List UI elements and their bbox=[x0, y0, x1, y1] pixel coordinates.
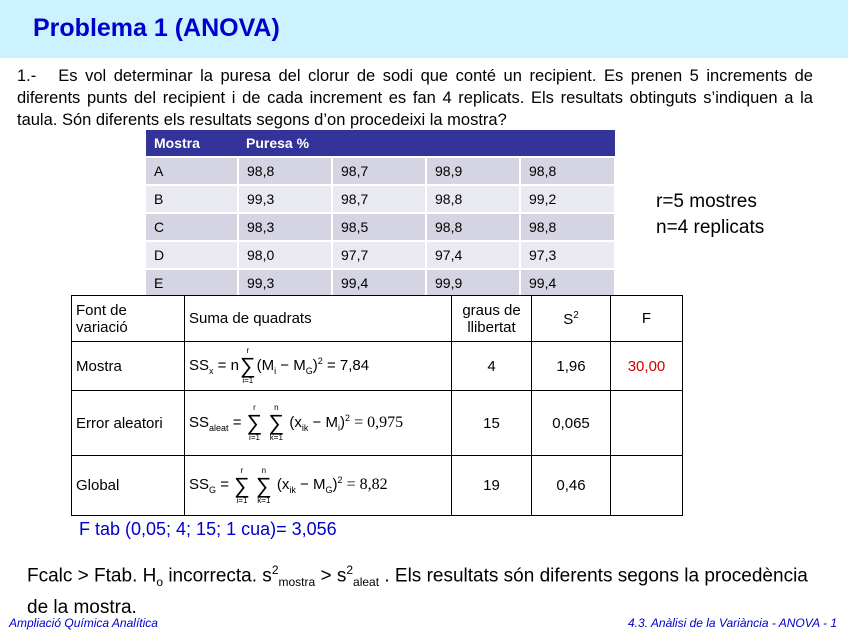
table-row bbox=[146, 213, 615, 241]
cell-value: 98,3 bbox=[238, 213, 332, 241]
f-value bbox=[611, 456, 683, 516]
s2-value: 1,96 bbox=[532, 342, 611, 391]
sigma-icon: n ∑ k=1 bbox=[268, 403, 285, 442]
anova-row-global bbox=[72, 456, 683, 516]
sigma-icon: r ∑ i=1 bbox=[246, 403, 263, 442]
table-row bbox=[146, 269, 615, 296]
sigma-icon: r ∑ i=1 bbox=[239, 346, 256, 385]
problem-number: 1.- bbox=[17, 67, 37, 85]
cell-value: 97,7 bbox=[332, 241, 426, 269]
cell-value: 98,9 bbox=[426, 157, 520, 185]
sample-label: E bbox=[146, 269, 238, 296]
header-mostra: Mostra bbox=[146, 130, 238, 157]
cell-value: 99,3 bbox=[238, 185, 332, 213]
header-source: Font de variació bbox=[72, 296, 185, 342]
df-value: 4 bbox=[452, 342, 532, 391]
cell-value: 99,4 bbox=[520, 269, 615, 296]
header-f: F bbox=[611, 296, 683, 342]
page-title: Problema 1 (ANOVA) bbox=[33, 14, 280, 42]
sample-label: D bbox=[146, 241, 238, 269]
footer-page-info: 4.3. Anàlisi de la Variància - ANOVA - 1 bbox=[628, 616, 837, 630]
cell-value: 98,7 bbox=[332, 185, 426, 213]
cell-value: 98,8 bbox=[426, 213, 520, 241]
header-df: graus de llibertat bbox=[452, 296, 532, 342]
header-ss: Suma de quadrats bbox=[185, 296, 452, 342]
cell-value: 98,8 bbox=[520, 157, 615, 185]
cell-value: 99,4 bbox=[332, 269, 426, 296]
f-value: 30,00 bbox=[611, 342, 683, 391]
cell-value: 97,4 bbox=[426, 241, 520, 269]
sample-label: A bbox=[146, 157, 238, 185]
table-row bbox=[146, 157, 615, 185]
r-note: r=5 mostres bbox=[656, 191, 757, 212]
conclusion-text: Fcalc > Ftab. $H_o$ incorrecta. $s^2_{mostra} > s^2_{aleat}$ . Els resultats són diferents segons la procedència de la mostra. bbox=[27, 563, 808, 619]
ss-formula-global: $SS_G$ = r ∑ i=1 n ∑ k=1 $(x_{ik} - M_G)^2 = 8,82$ bbox=[185, 456, 452, 516]
sample-label: B bbox=[146, 185, 238, 213]
cell-value: 98,7 bbox=[332, 157, 426, 185]
ss-formula-mostra: $SS_x = n$ r ∑ i=1 $(M_i - M_G)^2 = 7,84$ bbox=[185, 342, 452, 391]
cell-value: 98,5 bbox=[332, 213, 426, 241]
table-row bbox=[146, 185, 615, 213]
cell-value: 99,2 bbox=[520, 185, 615, 213]
header-puresa: Puresa % bbox=[238, 130, 615, 157]
cell-value: 98,8 bbox=[238, 157, 332, 185]
df-value: 15 bbox=[452, 391, 532, 456]
source-label: Mostra bbox=[72, 342, 185, 391]
sigma-icon: r ∑ i=1 bbox=[234, 465, 250, 505]
anova-table bbox=[71, 295, 683, 516]
header-band bbox=[0, 0, 848, 58]
cell-value: 99,3 bbox=[238, 269, 332, 296]
f-value bbox=[611, 391, 683, 456]
cell-value: 98,8 bbox=[426, 185, 520, 213]
source-label: Error aleatori bbox=[72, 391, 185, 456]
footer-course: Ampliació Química Analítica bbox=[9, 616, 158, 630]
ftab-text: F tab (0,05; 4; 15; 1 cua)= 3,056 bbox=[79, 519, 337, 539]
sigma-icon: n ∑ k=1 bbox=[256, 465, 272, 505]
side-note bbox=[656, 189, 764, 241]
cell-value: 99,9 bbox=[426, 269, 520, 296]
header-s2: $S^2$ bbox=[532, 296, 611, 342]
anova-row-error bbox=[72, 391, 683, 456]
n-note: n=4 replicats bbox=[656, 217, 765, 238]
sample-label: C bbox=[146, 213, 238, 241]
table-row bbox=[146, 241, 615, 269]
source-label: Global bbox=[72, 456, 185, 516]
ss-formula-aleat: $SS_{aleat}$ = r ∑ i=1 n ∑ k=1 $(x_{ik} - M_i)^2 = 0,975$ bbox=[185, 391, 452, 456]
data-table bbox=[146, 130, 616, 296]
s2-value: 0,46 bbox=[532, 456, 611, 516]
data-table-header bbox=[146, 130, 615, 157]
cell-value: 98,8 bbox=[520, 213, 615, 241]
s2-value: 0,065 bbox=[532, 391, 611, 456]
cell-value: 98,0 bbox=[238, 241, 332, 269]
df-value: 19 bbox=[452, 456, 532, 516]
problem-text: Es vol determinar la puresa del clorur de sodi que conté un recipient. Es prenen 5 increments de diferents punts del recipient i de cada increment es fan 4 replicats. Els resultats obtinguts s’indiquen a la taula. Són diferents els resultats segons d’on procedeixi la mostra? bbox=[17, 67, 813, 129]
anova-header-row bbox=[72, 296, 683, 342]
anova-row-mostra bbox=[72, 342, 683, 391]
problem-statement bbox=[17, 65, 813, 131]
cell-value: 97,3 bbox=[520, 241, 615, 269]
